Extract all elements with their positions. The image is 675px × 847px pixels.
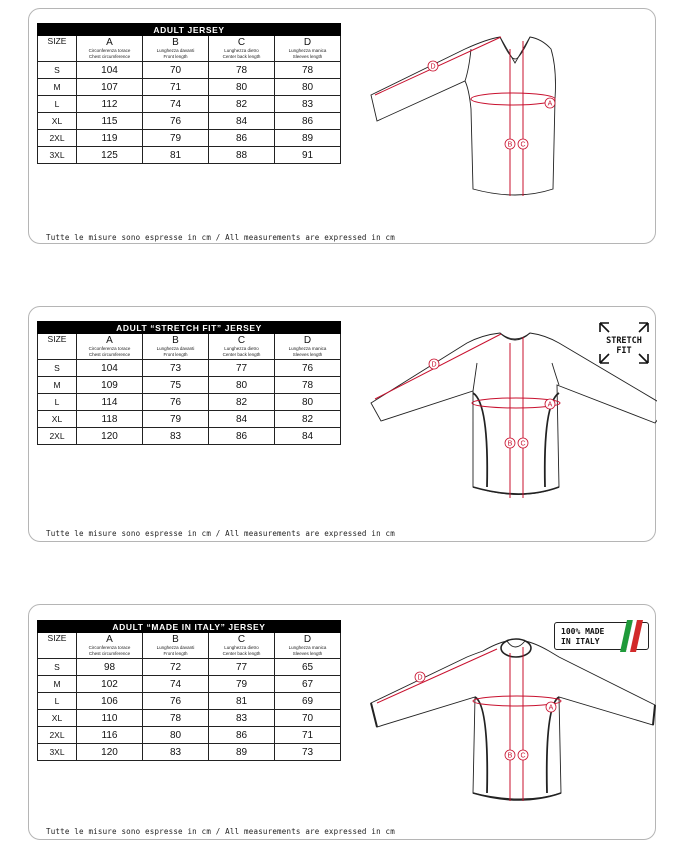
back-length-cell: 84 [209,113,275,130]
measure-labels [429,359,555,448]
size-chart-card-adult-jersey [28,8,656,244]
size-cell: S [38,659,77,676]
table-title: ADULT JERSEY [38,24,341,36]
sleeve-length-cell: 67 [275,676,341,693]
back-length-cell: 84 [209,411,275,428]
sleeve-length-cell: 65 [275,659,341,676]
col-label-en: Front length [163,650,188,656]
table-title: ADULT “STRETCH FIT” JERSEY [38,322,341,334]
table-row [38,710,341,727]
measure-line-d [377,649,497,703]
sleeve-length-cell: 89 [275,130,341,147]
table-header-row [38,334,341,360]
col-label-en: Center back length [222,351,261,357]
size-header: SIZE [38,334,77,360]
col-label-it: Circonferenza torace [88,48,131,53]
size-cell: S [38,360,77,377]
table-row [38,130,341,147]
col-label-en: Chest circumference [88,650,131,656]
sleeve-length-cell: 69 [275,693,341,710]
front-length-cell: 71 [143,79,209,96]
table-row [38,113,341,130]
front-length-cell: 75 [143,377,209,394]
chest-cell: 114 [77,394,143,411]
size-cell: L [38,96,77,113]
col-label-en: Center back length [222,650,261,656]
front-length-cell: 78 [143,710,209,727]
jersey-diagram [337,9,657,245]
front-length-cell: 74 [143,96,209,113]
label-a: A [547,401,553,409]
sleeve-length-cell: 82 [275,411,341,428]
jersey-outline [371,639,655,800]
measurement-note: Tutte le misure sono espresse in cm / All measurements are expressed in cm [46,233,395,242]
col-label-it: Lunghezza davanti [156,48,195,53]
chest-cell: 104 [77,62,143,79]
label-a: A [548,704,554,712]
measure-lines [375,37,555,196]
italian-flag-icon [616,620,644,652]
size-chart-card-made-in-italy [28,604,656,840]
col-label-it: Circonferenza torace [88,645,131,650]
badge-line-1: 100% MADE [561,627,605,636]
col-label-en: Center back length [222,53,261,59]
col-letter: C [237,634,246,645]
size-cell: 2XL [38,727,77,744]
chest-cell: 109 [77,377,143,394]
chest-cell: 118 [77,411,143,428]
sleeve-length-cell: 73 [275,744,341,761]
table-title: ADULT “MADE IN ITALY” JERSEY [38,621,341,633]
col-label-en: Sleeves length [292,650,323,656]
size-cell: 3XL [38,147,77,164]
measure-labels [415,672,556,760]
col-letter: B [172,634,179,645]
label-c: C [520,752,526,760]
size-cell: 3XL [38,744,77,761]
chest-cell: 112 [77,96,143,113]
label-d: D [430,63,436,71]
jersey-outline [371,37,556,195]
front-length-cell: 76 [143,113,209,130]
col-letter: C [237,37,246,48]
measurement-note: Tutte le misure sono espresse in cm / All measurements are expressed in cm [46,529,395,538]
size-header: SIZE [38,633,77,659]
chest-cell: 116 [77,727,143,744]
size-cell: M [38,79,77,96]
sleeve-length-cell: 91 [275,147,341,164]
col-label-en: Chest circumference [88,351,131,357]
label-b: B [507,752,513,760]
front-length-cell: 74 [143,676,209,693]
sleeve-length-cell: 80 [275,394,341,411]
table-row [38,360,341,377]
table-row [38,62,341,79]
col-label-it: Lunghezza davanti [156,645,195,650]
back-length-cell: 86 [209,727,275,744]
col-letter: A [106,634,113,645]
table-row [38,394,341,411]
table-row [38,428,341,445]
col-letter: C [237,335,246,346]
size-table [37,620,341,761]
size-chart-card-stretch-fit [28,306,656,542]
chest-cell: 106 [77,693,143,710]
sleeve-length-cell: 80 [275,79,341,96]
col-letter: B [172,37,179,48]
table-row [38,744,341,761]
chest-cell: 125 [77,147,143,164]
table-row [38,693,341,710]
back-length-cell: 80 [209,377,275,394]
chest-cell: 120 [77,744,143,761]
made-in-italy-label [561,627,604,647]
sleeve-length-cell: 86 [275,113,341,130]
stretch-fit-label [596,336,652,356]
badge-line-1: STRETCH [606,336,642,346]
col-label-it: Lunghezza manica [288,48,327,53]
back-length-cell: 79 [209,676,275,693]
table-header-row [38,633,341,659]
sleeve-length-cell: 78 [275,62,341,79]
chest-cell: 98 [77,659,143,676]
back-length-cell: 83 [209,710,275,727]
size-cell: XL [38,411,77,428]
front-length-cell: 76 [143,394,209,411]
size-cell: XL [38,710,77,727]
back-length-cell: 86 [209,428,275,445]
col-label-en: Chest circumference [88,53,131,59]
table-row [38,96,341,113]
measure-line-a [471,93,555,105]
back-length-cell: 77 [209,360,275,377]
col-letter: B [172,335,179,346]
size-cell: L [38,693,77,710]
table-row [38,727,341,744]
chest-cell: 107 [77,79,143,96]
size-cell: XL [38,113,77,130]
col-label-it: Lunghezza dietro [224,48,259,53]
col-label-en: Front length [163,53,188,59]
measurement-note: Tutte le misure sono espresse in cm / All measurements are expressed in cm [46,827,395,836]
made-in-italy-badge [554,622,649,650]
table-row [38,79,341,96]
sleeve-length-cell: 71 [275,727,341,744]
table-header-row [38,36,341,62]
front-length-cell: 83 [143,428,209,445]
front-length-cell: 80 [143,727,209,744]
table-row [38,676,341,693]
size-cell: M [38,676,77,693]
sleeve-length-cell: 70 [275,710,341,727]
label-c: C [520,141,526,149]
label-d: D [431,361,437,369]
col-letter: A [106,335,113,346]
size-header: SIZE [38,36,77,62]
measure-labels [428,61,555,149]
back-length-cell: 77 [209,659,275,676]
chest-cell: 104 [77,360,143,377]
back-length-cell: 88 [209,147,275,164]
front-length-cell: 81 [143,147,209,164]
col-label-en: Sleeves length [292,351,323,357]
stretch-fit-badge [596,319,652,367]
size-cell: L [38,394,77,411]
table-row [38,147,341,164]
col-label-it: Lunghezza dietro [224,346,259,351]
size-cell: 2XL [38,130,77,147]
label-b: B [507,141,513,149]
label-b: B [507,440,513,448]
col-letter: D [303,37,312,48]
col-letter: A [106,37,113,48]
badge-line-2: FIT [616,346,632,356]
front-length-cell: 76 [143,693,209,710]
back-length-cell: 78 [209,62,275,79]
back-length-cell: 81 [209,693,275,710]
chest-cell: 119 [77,130,143,147]
chest-cell: 102 [77,676,143,693]
col-label-it: Circonferenza torace [88,346,131,351]
back-length-cell: 80 [209,79,275,96]
col-label-it: Lunghezza dietro [224,645,259,650]
table-row [38,659,341,676]
measure-lines [375,334,560,498]
front-length-cell: 73 [143,360,209,377]
back-length-cell: 89 [209,744,275,761]
chest-cell: 120 [77,428,143,445]
sleeve-length-cell: 76 [275,360,341,377]
front-length-cell: 70 [143,62,209,79]
size-cell: 2XL [38,428,77,445]
col-label-it: Lunghezza davanti [156,346,195,351]
front-length-cell: 79 [143,130,209,147]
back-length-cell: 82 [209,394,275,411]
chest-cell: 115 [77,113,143,130]
table-row [38,377,341,394]
col-label-it: Lunghezza manica [288,346,327,351]
size-cell: M [38,377,77,394]
label-c: C [520,440,526,448]
front-length-cell: 83 [143,744,209,761]
measure-lines [377,647,561,801]
front-length-cell: 72 [143,659,209,676]
col-letter: D [303,335,312,346]
sleeve-length-cell: 78 [275,377,341,394]
badge-line-2: IN ITALY [561,637,600,646]
table-row [38,411,341,428]
back-length-cell: 82 [209,96,275,113]
sleeve-length-cell: 83 [275,96,341,113]
size-table [37,23,341,164]
back-length-cell: 86 [209,130,275,147]
size-cell: S [38,62,77,79]
col-letter: D [303,634,312,645]
size-table [37,321,341,445]
chest-cell: 110 [77,710,143,727]
label-a: A [547,100,553,108]
col-label-en: Sleeves length [292,53,323,59]
col-label-it: Lunghezza manica [288,645,327,650]
label-d: D [417,674,423,682]
sleeve-length-cell: 84 [275,428,341,445]
col-label-en: Front length [163,351,188,357]
front-length-cell: 79 [143,411,209,428]
